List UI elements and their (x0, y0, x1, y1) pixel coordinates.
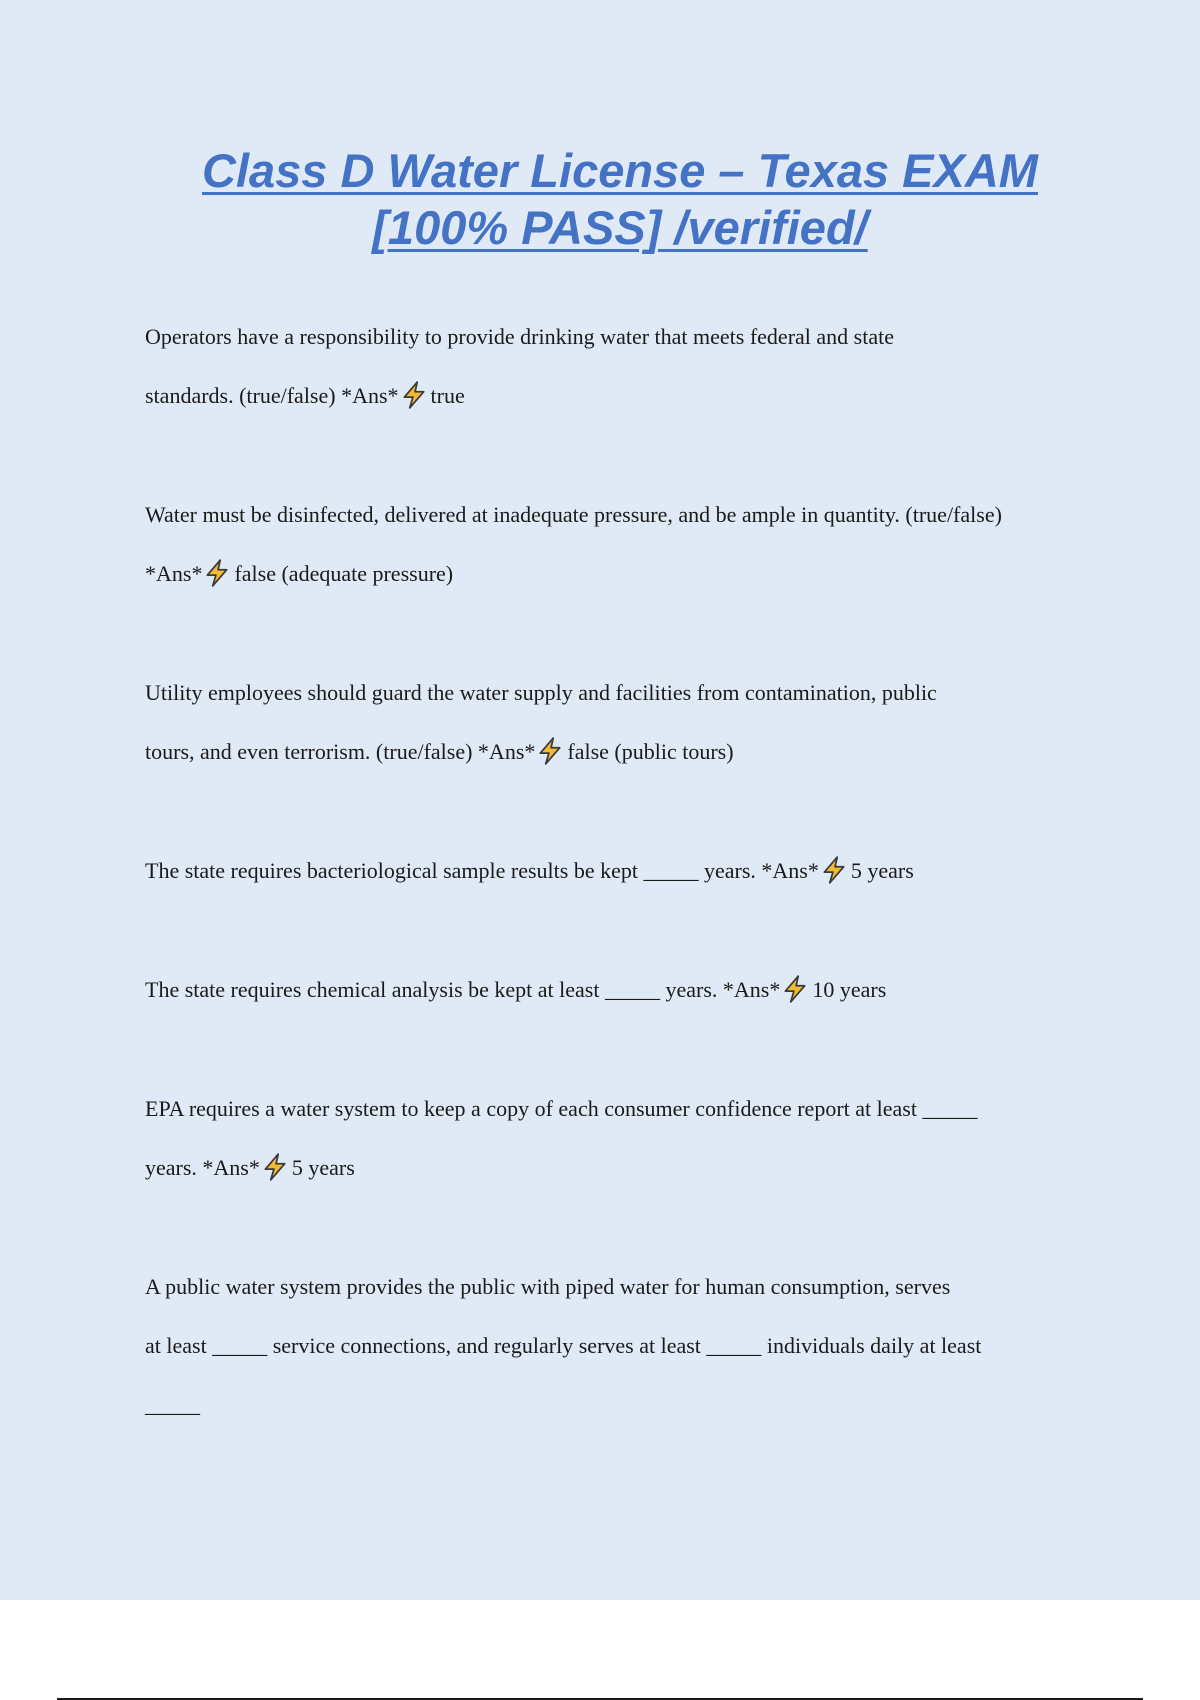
question-text-line: _____ (145, 1392, 200, 1417)
question-text-line: tours, and even terrorism. (true/false) *Ans* (145, 739, 536, 764)
question-item (145, 485, 1095, 603)
title-line-2: [100% PASS] /verified/ (372, 201, 868, 254)
lightning-bolt-icon (204, 559, 230, 587)
answer-text: false (adequate pressure) (234, 561, 454, 586)
question-text-line: A public water system provides the public with piped water for human consumption, serves (145, 1274, 951, 1299)
title-line-1: Class D Water License – Texas EXAM (202, 144, 1038, 197)
question-text-line: The state requires bacteriological sample results be kept _____ years. *Ans* (145, 858, 819, 883)
question-list (145, 307, 1095, 1494)
question-text-line: standards. (true/false) *Ans* (145, 383, 399, 408)
question-text-line: Water must be disinfected, delivered at inadequate pressure, and be ample in quantity. (true/false) (145, 502, 1002, 527)
answer-text: 5 years (850, 858, 914, 883)
question-item (145, 663, 1095, 781)
answer-text: false (public tours) (567, 739, 734, 764)
lightning-bolt-icon (537, 737, 563, 765)
question-text-line: years. *Ans* (145, 1155, 260, 1180)
lightning-bolt-icon (401, 381, 427, 409)
question-item (145, 1257, 1095, 1434)
question-text-line: at least _____ service connections, and regularly serves at least _____ individuals daily at least (145, 1333, 982, 1358)
lightning-bolt-icon (262, 1153, 288, 1181)
answer-text: true (430, 383, 465, 408)
question-text-line: EPA requires a water system to keep a copy of each consumer confidence report at least _____ (145, 1096, 978, 1121)
question-item (145, 960, 1095, 1019)
question-text-line: *Ans* (145, 561, 203, 586)
question-text-line: Operators have a responsibility to provide drinking water that meets federal and state (145, 324, 894, 349)
lightning-bolt-icon (782, 975, 808, 1003)
question-text-line: Utility employees should guard the water supply and facilities from contamination, public (145, 680, 937, 705)
question-item (145, 841, 1095, 900)
lightning-bolt-icon (821, 856, 847, 884)
question-item (145, 307, 1095, 425)
question-text-line: The state requires chemical analysis be kept at least _____ years. *Ans* (145, 977, 781, 1002)
document-title (120, 142, 1120, 256)
answer-text: 5 years (291, 1155, 355, 1180)
question-item (145, 1079, 1095, 1197)
answer-text: 10 years (812, 977, 887, 1002)
